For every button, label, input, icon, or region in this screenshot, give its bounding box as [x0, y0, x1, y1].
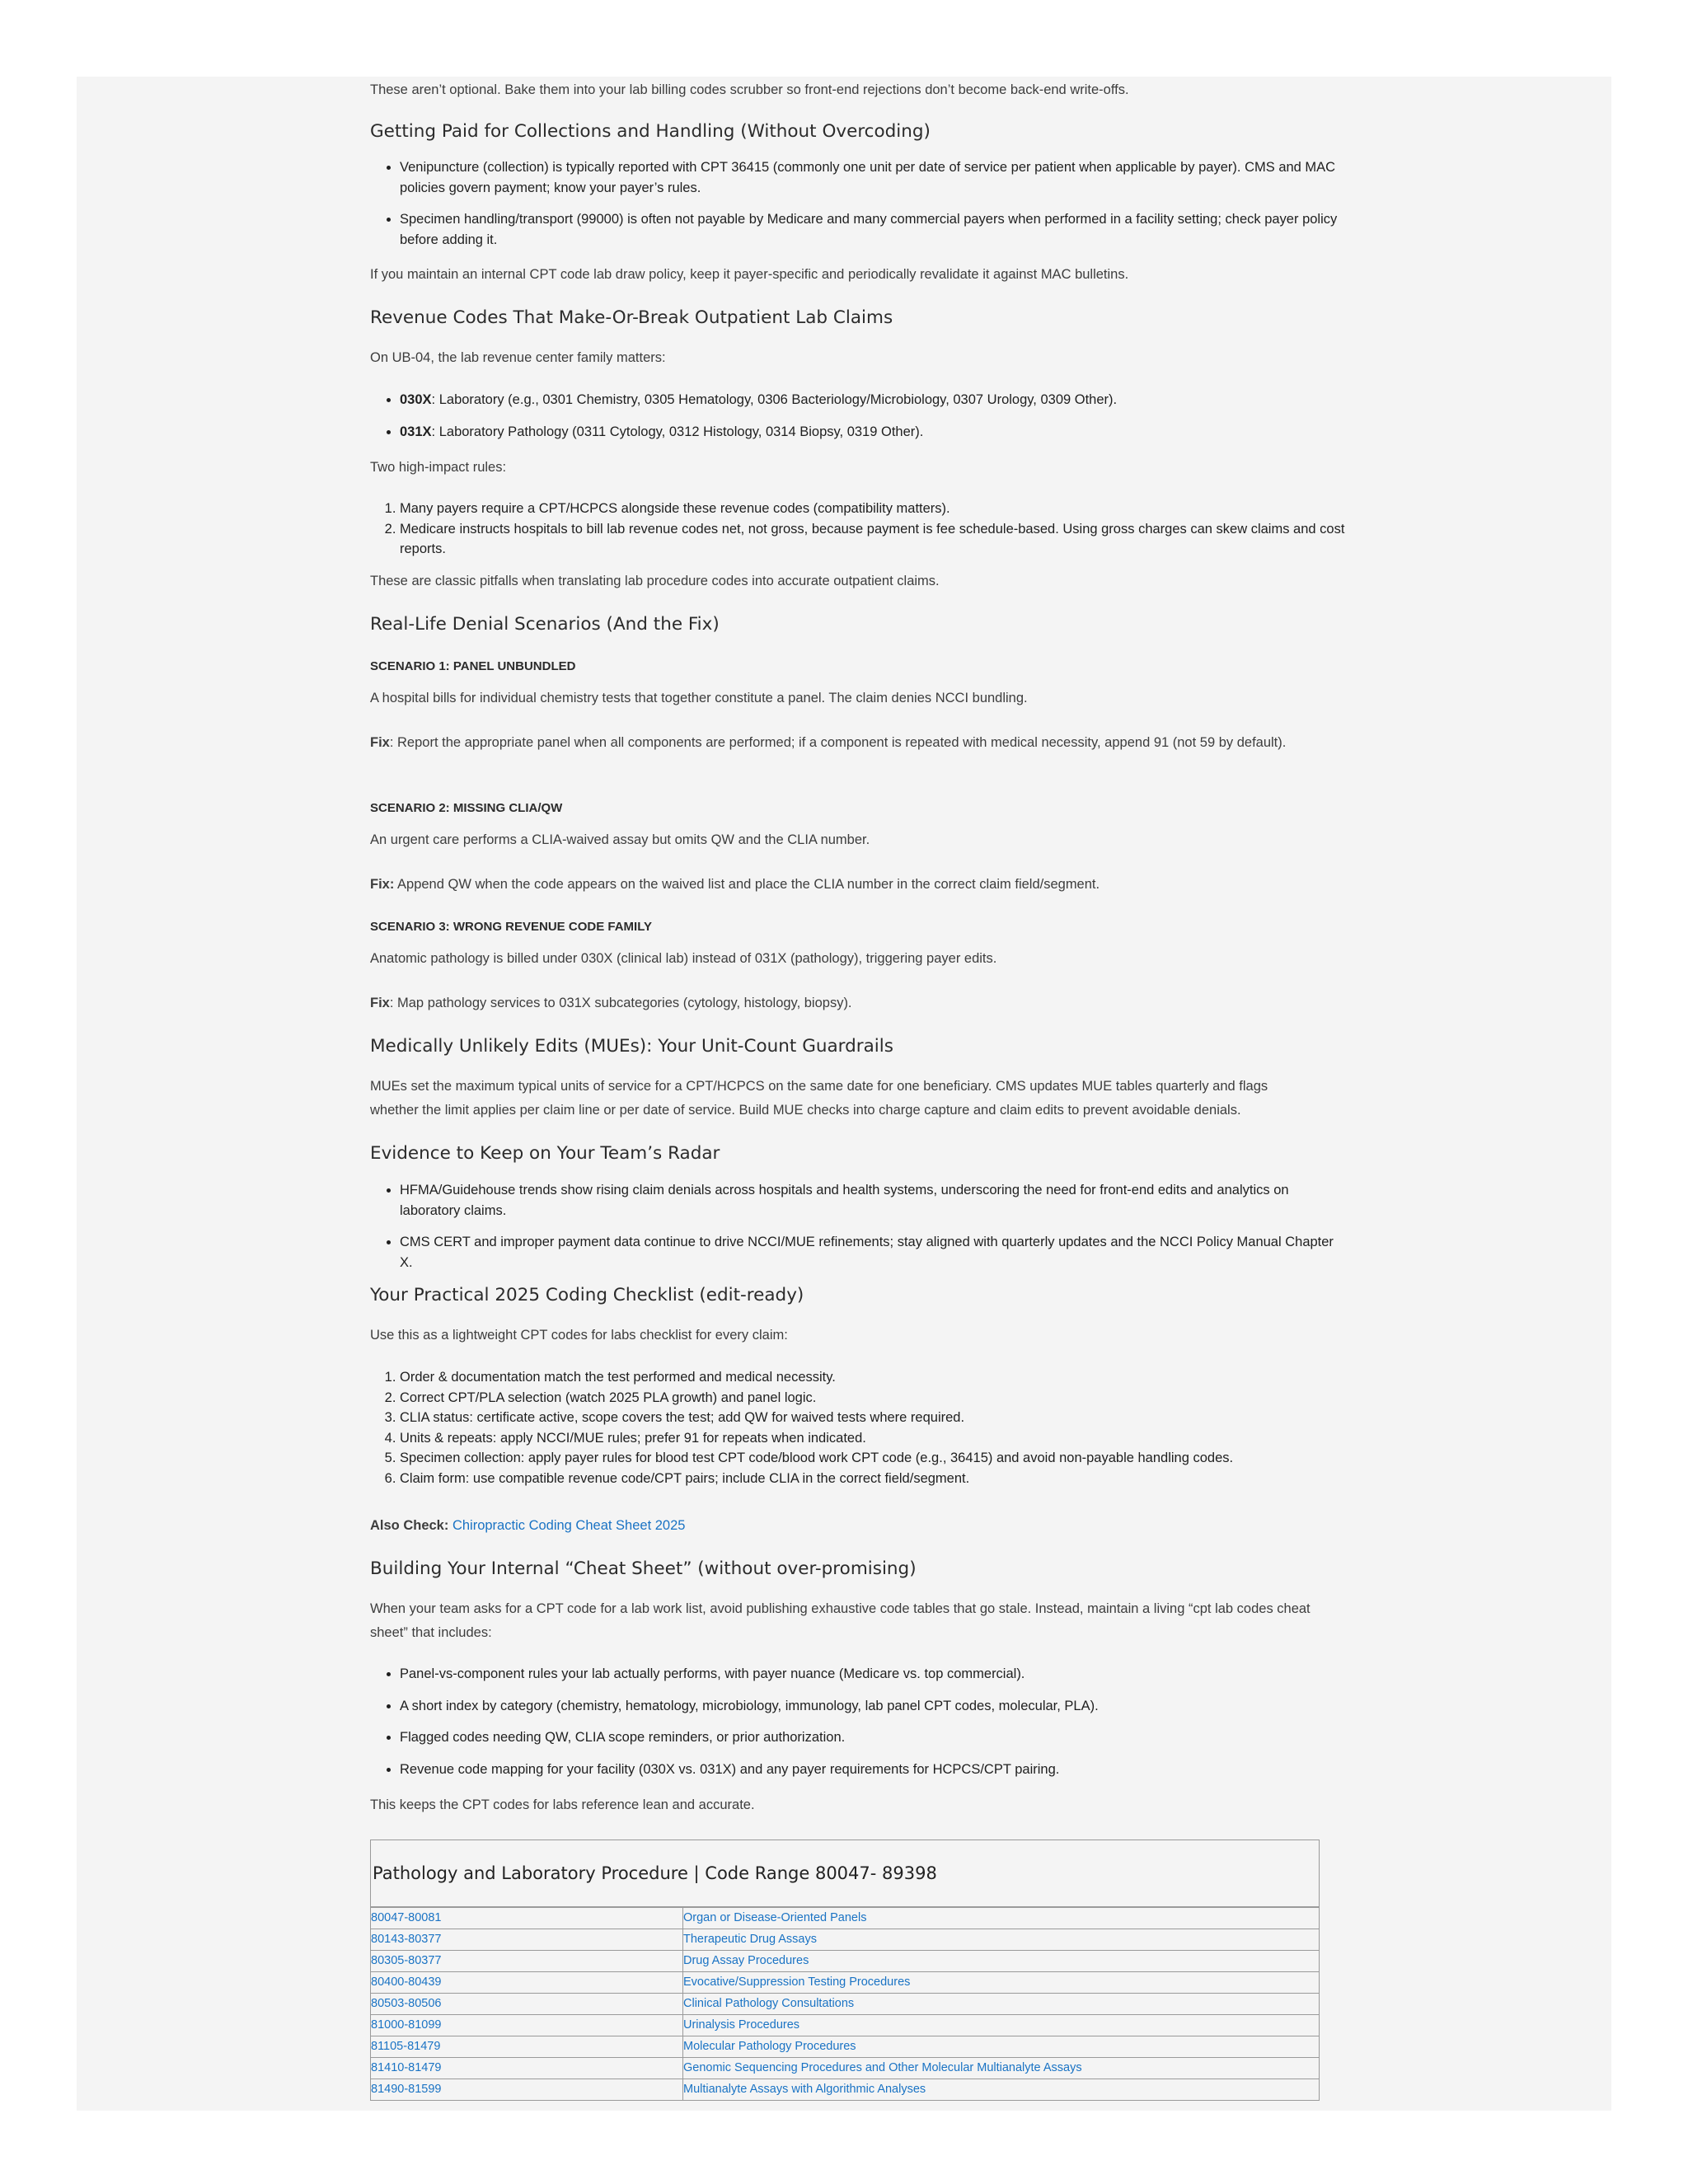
code-range-link[interactable]: 80047-80081 [371, 1911, 442, 1924]
also-check-link[interactable]: Chiropractic Coding Cheat Sheet 2025 [452, 1518, 686, 1533]
scenario-title: SCENARIO 3: WRONG REVENUE CODE FAMILY [370, 920, 652, 934]
code-desc-link[interactable]: Urinalysis Procedures [683, 2018, 800, 2032]
table-row [371, 2058, 1320, 2079]
list-item: 6. Claim form: use compatible revenue code/CPT pairs; include CLIA in the correct field/segment. [400, 1469, 1348, 1489]
also-check [370, 1514, 1318, 1538]
table-row [371, 2079, 1320, 2101]
revenue-intro: On UB-04, the lab revenue center family matters: [370, 350, 666, 365]
list-item: 5. Specimen collection: apply payer rules for blood test CPT code/blood work CPT code (e.g., 36415) and avoid non-payable handling codes. [400, 1448, 1348, 1469]
code-range-link[interactable]: 81410-81479 [371, 2061, 442, 2074]
cheatsheet-outro: This keeps the CPT codes for labs reference lean and accurate. [370, 1797, 755, 1812]
heading-collections: Getting Paid for Collections and Handling (Without Overcoding) [370, 121, 931, 142]
code-range-table [370, 1840, 1320, 2101]
code-desc-link[interactable]: Multianalyte Assays with Algorithmic Analyses [683, 2083, 926, 2096]
also-check-label: Also Check: [370, 1518, 449, 1533]
list-item: 2. Correct CPT/PLA selection (watch 2025 PLA growth) and panel logic. [400, 1388, 1348, 1408]
intro-paragraph: These aren’t optional. Bake them into your lab billing codes scrubber so front-end rejections don’t become back-end write-offs. [370, 82, 1129, 97]
code-range-link[interactable]: 80400-80439 [371, 1975, 442, 1989]
list-item: 1. Order & documentation match the test performed and medical necessity. [400, 1367, 1348, 1388]
code-range-link[interactable]: 81490-81599 [371, 2083, 442, 2096]
code-desc-link[interactable]: Molecular Pathology Procedures [683, 2040, 856, 2053]
article-page [77, 77, 1611, 2111]
code-table [370, 1907, 1320, 2101]
table-row [371, 1972, 1320, 1994]
rules-list [370, 499, 1348, 560]
heading-checklist: Your Practical 2025 Coding Checklist (edit-ready) [370, 1285, 804, 1305]
list-item: • Venipuncture (collection) is typically reported with CPT 36415 (commonly one unit per date of service per patient when applicable by payer). CMS and MAC policies govern payment; know your payer’s rules. [400, 157, 1348, 198]
scenario-desc: Anatomic pathology is billed under 030X (clinical lab) instead of 031X (pathology), triggering payer edits. [370, 951, 997, 966]
list-item [400, 390, 1348, 410]
code-range-link[interactable]: 80143-80377 [371, 1933, 442, 1946]
table-row [371, 1908, 1320, 1929]
scenario-desc: A hospital bills for individual chemistry tests that together constitute a panel. The claim denies NCCI bundling. [370, 691, 1028, 705]
revenue-outro: These are classic pitfalls when translating lab procedure codes into accurate outpatient claims. [370, 574, 940, 588]
code-range-link[interactable]: 81000-81099 [371, 2018, 442, 2032]
cheatsheet-intro: When your team asks for a CPT code for a lab work list, avoid publishing exhaustive code tables that go stale. Instead, maintain a living “cpt lab codes cheat sheet” that includes: [370, 1601, 1311, 1640]
list-item: • Panel-vs-component rules your lab actually performs, with payer nuance (Medicare vs. top commercial). [400, 1664, 1348, 1685]
fix-label: Fix: [370, 877, 395, 892]
scenario-fix [370, 873, 1318, 897]
fix-text: : Report the appropriate panel when all components are performed; if a component is repeated with medical necessity, append 91 (not 59 by default). [389, 735, 1287, 750]
code-desc-link[interactable]: Therapeutic Drug Assays [683, 1933, 817, 1946]
table-row [371, 2015, 1320, 2036]
code-desc-link[interactable]: Genomic Sequencing Procedures and Other Molecular Multianalyte Assays [683, 2061, 1082, 2074]
code-range-link[interactable]: 80305-80377 [371, 1954, 442, 1967]
scenario-fix [370, 731, 1318, 755]
list-item: • Revenue code mapping for your facility (030X vs. 031X) and any payer requirements for HCPCS/CPT pairing. [400, 1760, 1348, 1780]
list-item: 2. Medicare instructs hospitals to bill lab revenue codes net, not gross, because payment is fee schedule-based. Using gross charges can skew claims and cost reports. [400, 519, 1348, 560]
evidence-list [370, 1180, 1348, 1272]
list-item: • Flagged codes needing QW, CLIA scope reminders, or prior authorization. [400, 1727, 1348, 1748]
list-item: • A short index by category (chemistry, hematology, microbiology, immunology, lab panel CPT codes, molecular, PLA). [400, 1696, 1348, 1717]
fix-label: Fix [370, 735, 390, 750]
table-row [371, 1994, 1320, 2015]
mue-text: MUEs set the maximum typical units of service for a CPT/HCPCS on the same date for one beneficiary. CMS updates MUE tables quarterly and flags whether the limit applies per claim line or per date of service. Build MUE checks into charge capture and claim edits to prevent avoidable denials. [370, 1079, 1268, 1118]
table-row [371, 2036, 1320, 2058]
code-range-link[interactable]: 80503-80506 [371, 1997, 442, 2010]
heading-mue: Medically Unlikely Edits (MUEs): Your Unit-Count Guardrails [370, 1036, 893, 1057]
scenario-title: SCENARIO 1: PANEL UNBUNDLED [370, 659, 576, 673]
cheatsheet-list [370, 1664, 1348, 1779]
collections-note: If you maintain an internal CPT code lab draw policy, keep it payer-specific and periodically revalidate it against MAC bulletins. [370, 267, 1129, 282]
heading-evidence: Evidence to Keep on Your Team’s Radar [370, 1143, 720, 1164]
list-item: • Specimen handling/transport (99000) is often not payable by Medicare and many commercial payers when performed in a facility setting; check payer policy before adding it. [400, 209, 1348, 250]
table-row [371, 1929, 1320, 1951]
code-desc-link[interactable]: Evocative/Suppression Testing Procedures [683, 1975, 911, 1989]
heading-denials: Real-Life Denial Scenarios (And the Fix) [370, 614, 720, 635]
revenue-desc: : Laboratory Pathology (0311 Cytology, 0312 Histology, 0314 Biopsy, 0319 Other). [431, 424, 924, 439]
scenario-title: SCENARIO 2: MISSING CLIA/QW [370, 801, 563, 815]
list-item: 4. Units & repeats: apply NCCI/MUE rules; prefer 91 for repeats when indicated. [400, 1428, 1348, 1449]
list-item: • CMS CERT and improper payment data continue to drive NCCI/MUE refinements; stay aligned with quarterly updates and the NCCI Policy Manual Chapter X. [400, 1232, 1348, 1272]
table-title: Pathology and Laboratory Procedure | Code Range 80047- 89398 [371, 1840, 1319, 1907]
list-item: 3. CLIA status: certificate active, scope covers the test; add QW for waived tests where required. [400, 1408, 1348, 1428]
heading-revenue: Revenue Codes That Make-Or-Break Outpatient Lab Claims [370, 307, 893, 328]
table-row [371, 1951, 1320, 1972]
fix-text: : Map pathology services to 031X subcategories (cytology, histology, biopsy). [389, 996, 852, 1010]
revenue-list [370, 390, 1348, 442]
list-item: 1. Many payers require a CPT/HCPCS alongside these revenue codes (compatibility matters). [400, 499, 1348, 519]
checklist-intro: Use this as a lightweight CPT codes for labs checklist for every claim: [370, 1328, 788, 1343]
revenue-desc: : Laboratory (e.g., 0301 Chemistry, 0305 Hematology, 0306 Bacteriology/Microbiology, 0307 Urology, 0309 Other). [431, 392, 1118, 407]
code-desc-link[interactable]: Clinical Pathology Consultations [683, 1997, 855, 2010]
code-desc-link[interactable]: Organ or Disease-Oriented Panels [683, 1911, 867, 1924]
heading-cheatsheet: Building Your Internal “Cheat Sheet” (without over-promising) [370, 1558, 917, 1579]
code-desc-link[interactable]: Drug Assay Procedures [683, 1954, 809, 1967]
collections-list [370, 157, 1348, 250]
scenario-fix [370, 991, 1318, 1015]
list-item [400, 422, 1348, 443]
code-range-link[interactable]: 81105-81479 [371, 2040, 441, 2053]
revenue-code: 031X [400, 424, 432, 439]
rules-intro: Two high-impact rules: [370, 460, 507, 475]
checklist [370, 1367, 1348, 1488]
fix-text: Append QW when the code appears on the waived list and place the CLIA number in the correct claim field/segment. [394, 877, 1100, 892]
scenario-desc: An urgent care performs a CLIA-waived assay but omits QW and the CLIA number. [370, 832, 870, 847]
list-item: • HFMA/Guidehouse trends show rising claim denials across hospitals and health systems, underscoring the need for front-end edits and analytics on laboratory claims. [400, 1180, 1348, 1221]
fix-label: Fix [370, 996, 390, 1010]
revenue-code: 030X [400, 392, 432, 407]
